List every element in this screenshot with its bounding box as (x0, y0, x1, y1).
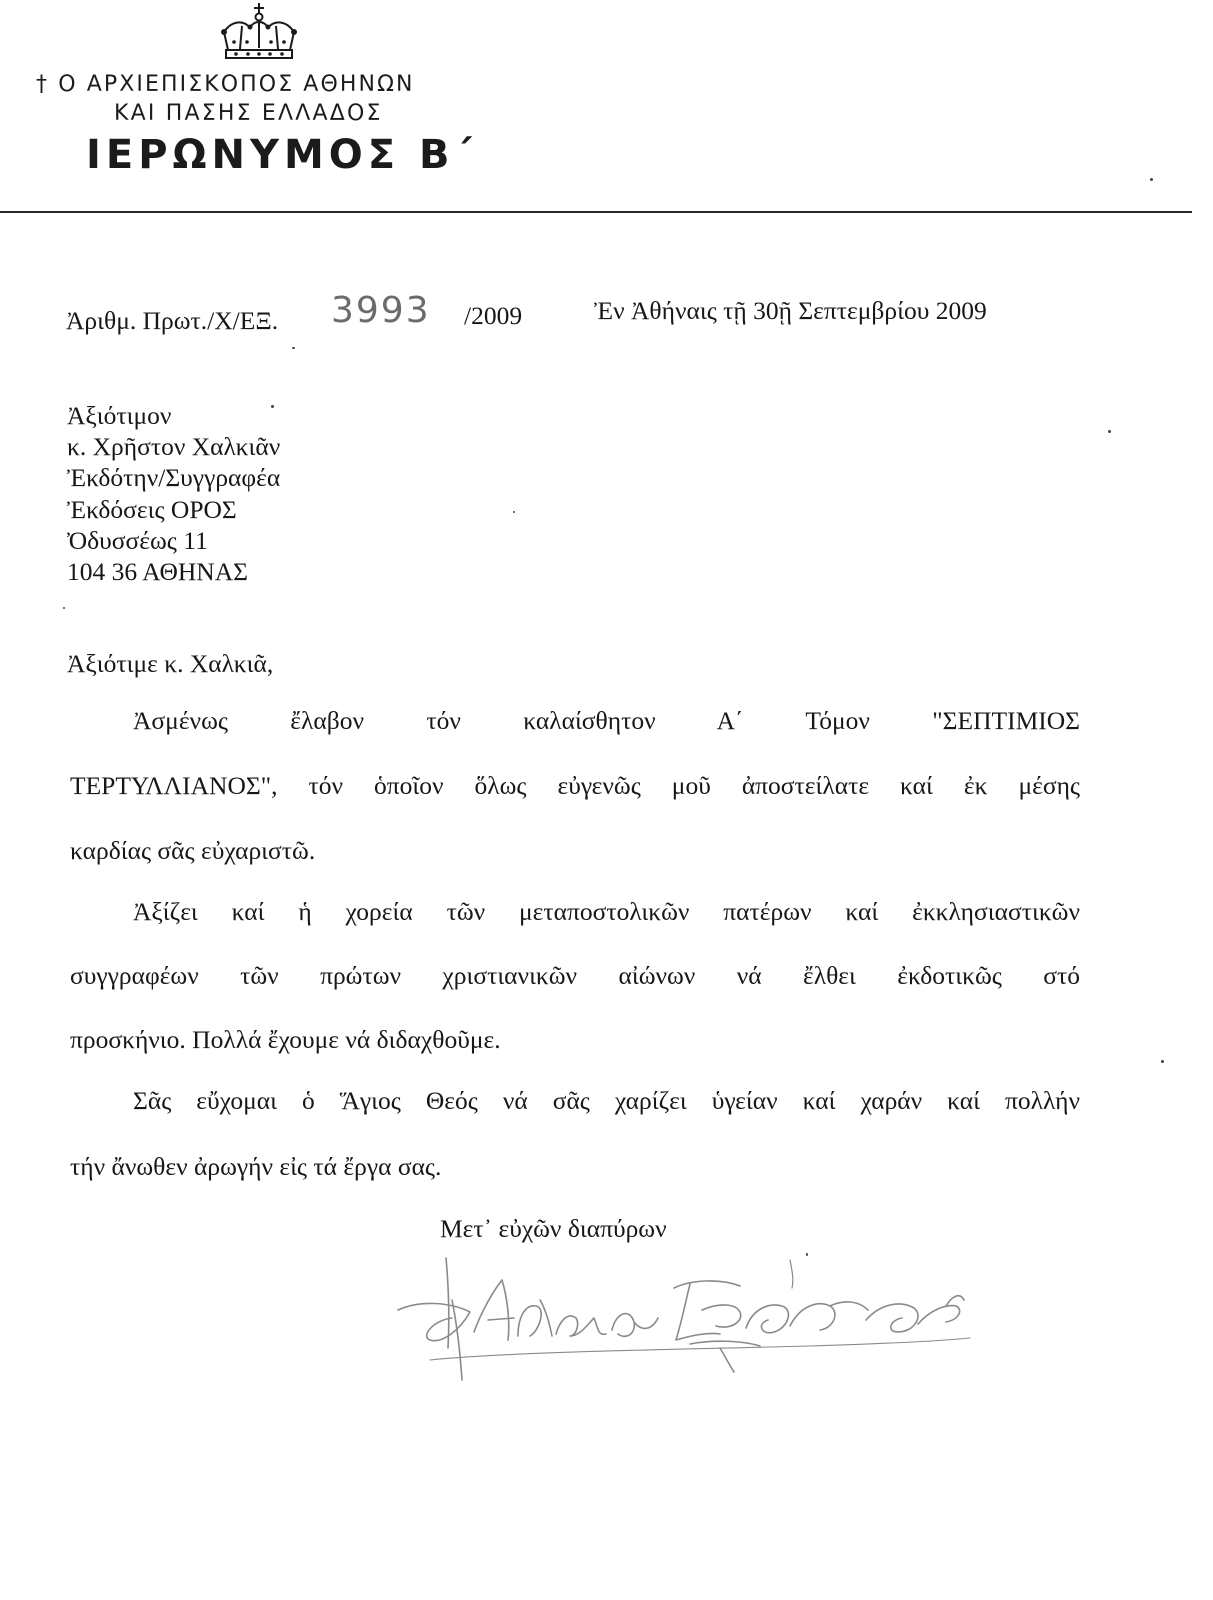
paragraph-line: συγγραφέων τῶν πρώτων χριστιανικῶν αἰώνων νά ἔλθει ἐκδοτικῶς στό (70, 961, 1080, 990)
letterhead-title: † Ο ΑΡΧΙΕΠΙΣΚΟΠΟΣ ΑΘΗΝΩΝ (36, 72, 415, 97)
paragraph-line: καρδίας σᾶς εὐχαριστῶ. (70, 836, 316, 865)
paragraph-line: Ἀσμένως ἔλαβον τόν καλαίσθητον Α΄ Τόμον "ΣΕΠΤΙΜΙΟΣ (133, 706, 1080, 735)
protocol-year: /2009 (464, 301, 523, 330)
letterhead-subtitle: ΚΑΙ ΠΑΣΗΣ ΕΛΛΑΔΟΣ (114, 101, 383, 126)
scan-speck (1161, 1060, 1164, 1063)
address-line: Ὀδυσσέως 11 (67, 525, 208, 555)
protocol-number: 3993 (331, 290, 431, 331)
scan-speck (1108, 430, 1111, 433)
paragraph-line: τήν ἄνωθεν ἀρωγήν εἰς τά ἔργα σας. (70, 1152, 442, 1181)
protocol-label: Ἀριθμ. Πρωτ./Χ/ΕΞ. (66, 306, 279, 335)
signature (390, 1240, 990, 1390)
scan-speck (63, 607, 65, 609)
salutation: Ἀξιότιμε κ. Χαλκιᾶ, (67, 649, 274, 678)
paragraph-line: Σᾶς εὔχομαι ὁ Ἅγιος Θεός νά σᾶς χαρίζει ὑγείαν καί χαράν καί πολλήν (133, 1086, 1080, 1115)
scan-speck (292, 347, 295, 349)
letterhead-name: ΙΕΡΩΝΥΜΟΣ Β΄ (86, 132, 478, 178)
paragraph-line: προσκήνιο. Πολλά ἔχουμε νά διδαχθοῦμε. (70, 1025, 501, 1054)
scan-speck (271, 405, 274, 408)
recipient-address (67, 400, 280, 587)
scan-speck (806, 1253, 808, 1256)
paragraph-line: ΤΕΡΤΥΛΛΙΑΝΟΣ", τόν ὁποῖον ὅλως εὐγενῶς μοῦ ἀποστείλατε καί ἐκ μέσης (70, 771, 1080, 800)
scan-speck (1150, 178, 1153, 181)
paragraph-line: Ἀξίζει καί ἡ χορεία τῶν μεταποστολικῶν πατέρων καί ἐκκλησιαστικῶν (133, 897, 1080, 926)
closing: Μετ᾽ εὐχῶν διαπύρων (440, 1214, 667, 1243)
address-line: κ. Χρῆστον Χαλκιᾶν (67, 432, 281, 462)
address-line: Ἐκδότην/Συγγραφέα (67, 463, 281, 493)
address-line: Ἀξιότιμον (67, 401, 172, 430)
scan-speck (513, 511, 515, 513)
address-line: Ἐκδόσεις ΟΡΟΣ (67, 494, 237, 524)
address-line: 104 36 ΑΘΗΝΑΣ (67, 557, 248, 587)
header-divider (0, 211, 1192, 213)
crown-icon (218, 2, 300, 66)
dateline: Ἐν Ἀθήναις τῇ 30ῇ Σεπτεμβρίου 2009 (594, 296, 987, 325)
